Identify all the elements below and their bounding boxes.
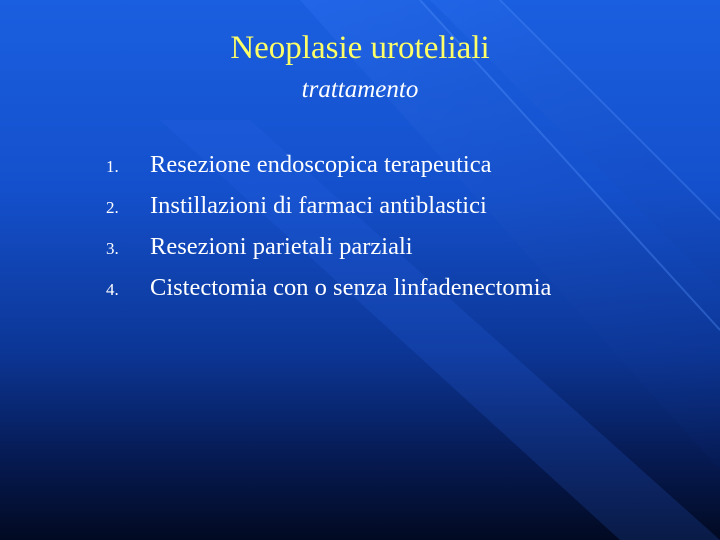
- list-item: [106, 185, 551, 226]
- list-item: [106, 267, 551, 308]
- slide-subtitle: trattamento: [301, 76, 419, 103]
- item-number: 3.: [106, 239, 119, 258]
- item-number: 2.: [106, 198, 119, 217]
- item-text: Resezioni parietali parziali: [150, 233, 413, 260]
- item-number: 4.: [106, 280, 119, 299]
- item-text: Resezione endoscopica terapeutica: [150, 151, 492, 178]
- item-number: 1.: [106, 157, 119, 176]
- treatment-list: [106, 144, 551, 308]
- list-item: [106, 226, 551, 267]
- slide-title: Neoplasie uroteliali: [230, 30, 490, 66]
- item-text: Instillazioni di farmaci antiblastici: [150, 192, 487, 219]
- list-item: [106, 144, 551, 185]
- item-text: Cistectomia con o senza linfadenectomia: [150, 274, 552, 301]
